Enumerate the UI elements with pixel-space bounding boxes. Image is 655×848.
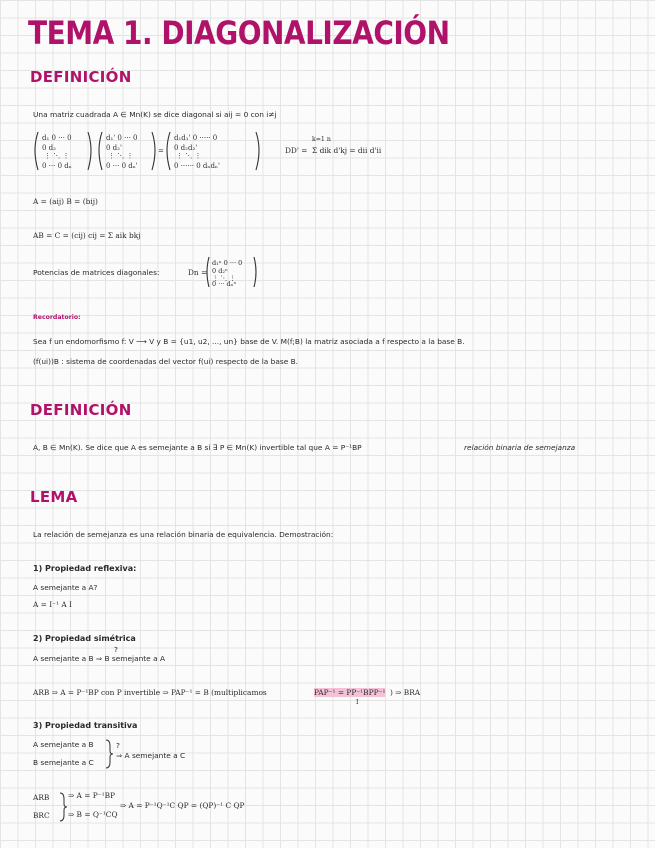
reflexive-question: A semejante a A? <box>33 583 98 592</box>
matrices-a-b: A = (aij) B = (bij) <box>33 197 98 206</box>
reminder-line-1: Sea f un endomorfismo f: V ⟶ V y B = {u1, u2, ..., un} base de V. M(f;B) la matriz asociada a f respecto a la base B. <box>33 337 465 346</box>
svg-text:=: = <box>158 147 164 155</box>
product-ab-c: AB = C = (cij) cij = Σ aik bkj <box>33 231 141 240</box>
svg-text:d₁ 0 ··· 0: d₁ 0 ··· 0 <box>42 134 72 142</box>
brace-icon-2 <box>58 791 68 823</box>
transitive-step-2: ⇒ B = Q⁻¹CQ <box>68 810 118 819</box>
transitive-title: 3) Propiedad transitiva <box>33 721 138 730</box>
page-title: TEMA 1. DIAGONALIZACIÓN <box>28 14 450 52</box>
svg-text:d₁d₁' 0 ····· 0: d₁d₁' 0 ····· 0 <box>174 134 218 142</box>
svg-text:0 ··· 0 dₙ': 0 ··· 0 dₙ' <box>106 162 138 170</box>
svg-text:0 ··· 0 dₙ: 0 ··· 0 dₙ <box>42 162 72 170</box>
svg-text:⋮ ⋱ ⋮: ⋮ ⋱ ⋮ <box>176 152 202 160</box>
reflexive-proof: A = I⁻¹ A I <box>33 600 72 609</box>
symmetric-statement: A semejante a B ⇒ B semejante a A <box>33 654 166 663</box>
symmetric-title: 2) Propiedad simétrica <box>33 634 136 643</box>
svg-text:0 ··· dₙⁿ: 0 ··· dₙⁿ <box>212 280 237 288</box>
brace-icon <box>104 738 114 770</box>
transitive-premise-2: B semejante a C <box>33 758 94 767</box>
svg-text:0 d₂': 0 d₂' <box>106 144 122 152</box>
reminder-label: Recordatorio: <box>33 314 81 321</box>
symmetric-question-mark: ? <box>114 645 118 654</box>
transitive-arb: ARB <box>33 793 50 802</box>
transitive-question-mark: ? <box>116 741 120 750</box>
bracket-right <box>88 132 91 170</box>
svg-text:⋮ ⋱ ⋮: ⋮ ⋱ ⋮ <box>108 152 134 160</box>
powers-label: Potencias de matrices diagonales: <box>33 268 160 277</box>
product-label: DD' = <box>285 146 308 155</box>
reflexive-title: 1) Propiedad reflexiva: <box>33 564 137 573</box>
reminder-line-2: (f(ui))B : sistema de coordenadas del vector f(ui) respecto de la base B. <box>33 357 299 366</box>
transitive-brc: BRC <box>33 811 50 820</box>
definition-diagonal-text: Una matriz cuadrada A ∈ Mn(K) se dice diagonal si aij = 0 con i≠j <box>33 110 277 119</box>
svg-text:⋮ ⋱ ⋮: ⋮ ⋱ ⋮ <box>44 152 70 160</box>
svg-text:0 d₂ⁿ: 0 d₂ⁿ <box>212 267 228 275</box>
symmetric-proof-a: ARB ⇒ A = P⁻¹BP con P invertible ⇒ PAP⁻¹ = B (multiplicamos <box>33 688 267 697</box>
section-heading-definicion-1: DEFINICIÓN <box>30 68 132 86</box>
svg-text:0 d₂: 0 d₂ <box>42 144 56 152</box>
similarity-definition: A, B ∈ Mn(K). Se dice que A es semejante a B si ∃ P ∈ Mn(K) invertible tal que A = P⁻¹BP <box>33 443 362 452</box>
lema-statement: La relación de semejanza es una relación binaria de equivalencia. Demostración: <box>33 530 334 539</box>
transitive-conclusion: ⇒ A semejante a C <box>116 751 186 760</box>
symmetric-proof-c: ) ⇒ BRA <box>390 688 421 697</box>
svg-text:⋮ ⋱ ⋮: ⋮ ⋱ ⋮ <box>212 274 236 282</box>
product-formula: Σ dik d'kj = dii d'ii <box>312 146 382 155</box>
transitive-premise-1: A semejante a B <box>33 740 94 749</box>
svg-text:d₁' 0 ··· 0: d₁' 0 ··· 0 <box>106 134 138 142</box>
identity-annotation: I <box>356 699 359 706</box>
symmetric-proof-highlight: PAP⁻¹ = PP⁻¹BPP⁻¹ <box>314 688 386 697</box>
diagonal-power-matrix-diagram <box>204 255 260 289</box>
section-heading-lema: LEMA <box>30 488 78 506</box>
section-heading-definicion-2: DEFINICIÓN <box>30 401 132 419</box>
diagonal-matrix-product-diagram <box>30 128 270 178</box>
powers-formula: Dn = <box>188 268 208 277</box>
similarity-note: relación binaria de semejanza <box>464 443 576 452</box>
svg-text:d₁ⁿ 0 ··· 0: d₁ⁿ 0 ··· 0 <box>212 259 243 267</box>
svg-text:0 d₂d₂': 0 d₂d₂' <box>174 144 198 152</box>
product-sum-limits: k=1 n <box>312 136 331 143</box>
bracket-left <box>35 132 38 170</box>
transitive-final: ⇒ A = P⁻¹Q⁻¹C QP = (QP)⁻¹ C QP <box>120 801 245 810</box>
svg-text:0 ······ 0 dₙdₙ': 0 ······ 0 dₙdₙ' <box>174 162 220 170</box>
transitive-step-1: ⇒ A = P⁻¹BP <box>68 791 116 800</box>
